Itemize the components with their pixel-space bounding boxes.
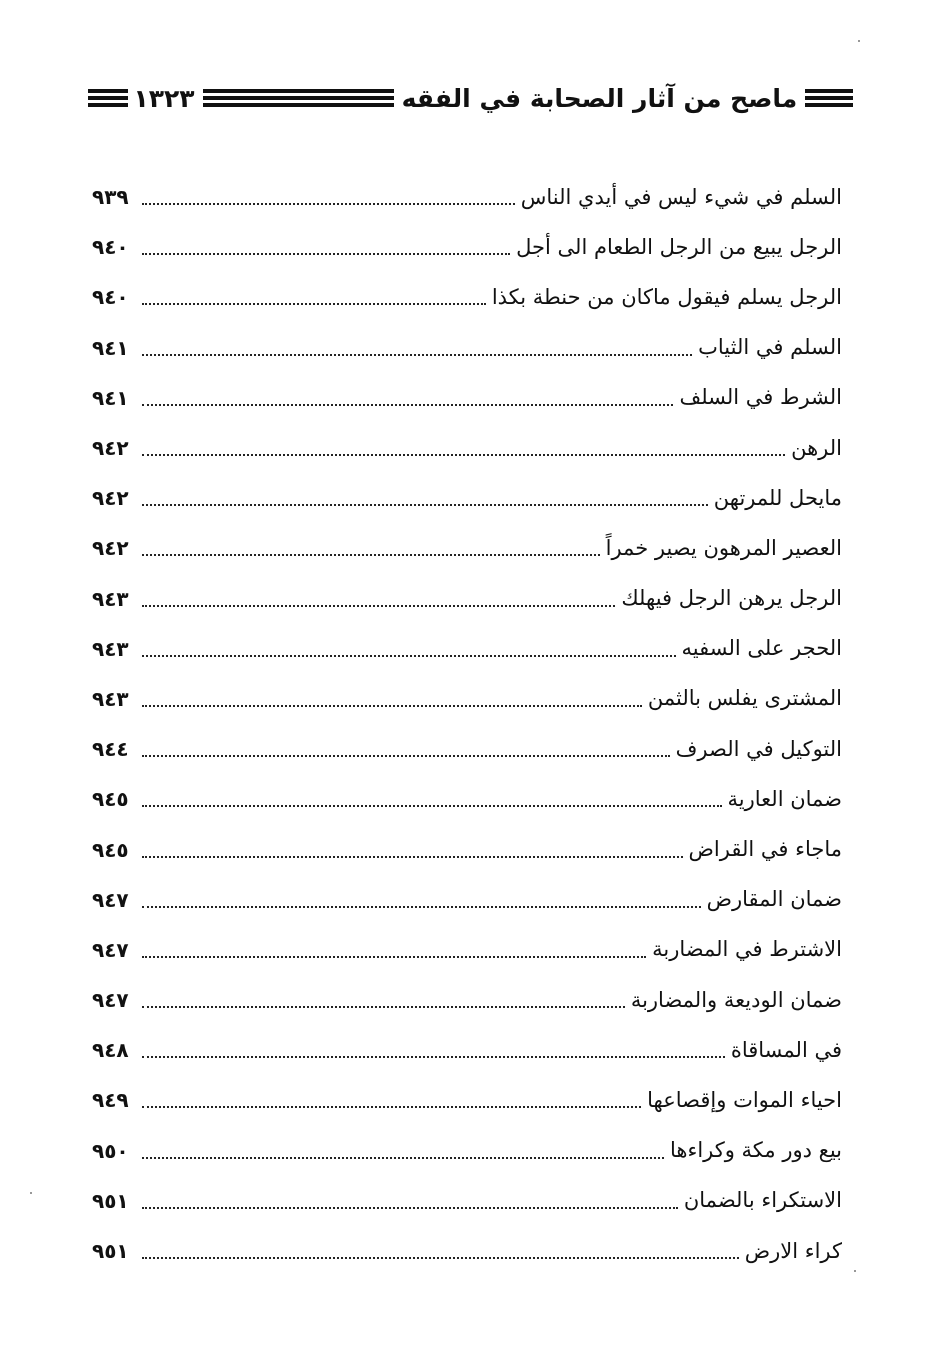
toc-entry-title: الاستكراء بالضمان (683, 1188, 842, 1213)
dot-leader (142, 805, 722, 807)
toc-entry (92, 172, 842, 222)
toc-entry (92, 523, 842, 573)
toc-entry-page: ٩٤٣ (92, 636, 129, 661)
toc-entry-page: ٩٤٥ (92, 837, 129, 862)
toc-entry-title: العصير المرهون يصير خمراً (605, 535, 842, 560)
scan-speck (854, 1270, 856, 1272)
toc-entry (92, 272, 842, 322)
toc-entry-page: ٩٤٤ (92, 737, 129, 762)
toc-entry-page: ٩٤٧ (92, 988, 129, 1013)
dot-leader (142, 1157, 664, 1159)
dot-leader (142, 1106, 641, 1108)
dot-leader (142, 755, 670, 757)
toc-entry-title: الرجل يبيع من الرجل الطعام الى أجل (516, 234, 842, 259)
toc-entry (92, 875, 842, 925)
toc-entry (92, 724, 842, 774)
page-header (88, 78, 853, 118)
toc-entry-page: ٩٣٩ (92, 185, 129, 210)
toc-entry-title: الرجل يسلم فيقول ماكان من حنطة بكذا (491, 284, 842, 309)
toc-entry-title: ضمان الوديعة والمضاربة (630, 987, 842, 1012)
toc-entry-title: في المساقاة (730, 1037, 842, 1062)
dot-leader (142, 956, 646, 958)
header-rule-middle (203, 89, 394, 107)
toc-entry-page: ٩٤١ (92, 335, 129, 360)
toc-entry (92, 1176, 842, 1226)
toc-entry-title: بيع دور مكة وكراءها (669, 1138, 842, 1163)
toc-entry-title: الحجر على السفيه (681, 636, 842, 661)
toc-entry-title: المشترى يفلس بالثمن (647, 686, 842, 711)
toc-entry-page: ٩٥١ (92, 1239, 129, 1264)
toc-entry (92, 1075, 842, 1125)
toc-entry-page: ٩٤١ (92, 385, 129, 410)
book-title: ماصح من آثار الصحابة في الفقه (401, 83, 798, 113)
toc-entry (92, 824, 842, 874)
dot-leader (142, 554, 600, 556)
toc-entry (92, 674, 842, 724)
dot-leader (142, 203, 515, 205)
toc-entry-title: التوكيل في الصرف (675, 736, 842, 761)
toc-entry-title: السلم في الثياب (698, 335, 842, 360)
header-rule-right (805, 89, 853, 107)
dot-leader (142, 655, 676, 657)
toc-entry (92, 1025, 842, 1075)
toc-entry-page: ٩٤٧ (92, 887, 129, 912)
toc-entry-title: الرجل يرهن الرجل فيهلك (621, 586, 842, 611)
dot-leader (142, 454, 785, 456)
toc-entry-page: ٩٤٢ (92, 436, 129, 461)
toc-entry-title: السلم في شيء ليس في أيدي الناس (520, 184, 842, 209)
page-number: ١٣٢٣ (133, 83, 195, 113)
dot-leader (142, 354, 692, 356)
toc-entry (92, 323, 842, 373)
toc-entry-title: ضمان العارية (727, 786, 842, 811)
toc-entry-page: ٩٤٨ (92, 1038, 129, 1063)
scan-speck (30, 1192, 32, 1194)
toc-entry (92, 423, 842, 473)
toc-entry (92, 774, 842, 824)
dot-leader (142, 1257, 739, 1259)
toc-entry-page: ٩٤٧ (92, 937, 129, 962)
table-of-contents (92, 172, 842, 1276)
toc-entry-page: ٩٤٩ (92, 1088, 129, 1113)
dot-leader (142, 404, 673, 406)
toc-entry (92, 373, 842, 423)
toc-entry-page: ٩٤٠ (92, 235, 129, 260)
dot-leader (142, 504, 708, 506)
toc-entry-title: ضمان المقارض (706, 887, 842, 912)
toc-entry-page: ٩٤٢ (92, 536, 129, 561)
toc-entry (92, 1226, 842, 1276)
toc-entry (92, 222, 842, 272)
toc-entry-page: ٩٤٥ (92, 787, 129, 812)
toc-entry (92, 1126, 842, 1176)
toc-entry-page: ٩٤٠ (92, 285, 129, 310)
toc-entry-title: ماجاء في القراض (688, 837, 842, 862)
toc-entry-page: ٩٤٣ (92, 686, 129, 711)
dot-leader (142, 1056, 725, 1058)
dot-leader (142, 303, 486, 305)
toc-entry (92, 624, 842, 674)
toc-entry-page: ٩٥١ (92, 1188, 129, 1213)
toc-entry (92, 975, 842, 1025)
dot-leader (142, 705, 642, 707)
dot-leader (142, 253, 510, 255)
toc-entry-title: الشرط في السلف (679, 385, 842, 410)
dot-leader (142, 605, 615, 607)
dot-leader (142, 1006, 625, 1008)
toc-entry-page: ٩٤٢ (92, 486, 129, 511)
scan-speck (858, 40, 860, 42)
toc-entry-title: مايحل للمرتهن (713, 485, 842, 510)
dot-leader (142, 906, 701, 908)
toc-entry-title: الاشترط في المضاربة (652, 937, 842, 962)
toc-entry (92, 925, 842, 975)
header-rule-left (88, 89, 128, 107)
dot-leader (142, 856, 683, 858)
toc-entry-title: الرهن (791, 435, 842, 460)
toc-entry-title: كراء الارض (744, 1238, 842, 1263)
dot-leader (142, 1207, 678, 1209)
toc-entry (92, 473, 842, 523)
toc-entry (92, 574, 842, 624)
toc-entry-page: ٩٤٣ (92, 586, 129, 611)
toc-entry-title: احياء الموات وإقصاعها (647, 1087, 842, 1112)
toc-entry-page: ٩٥٠ (92, 1138, 129, 1163)
